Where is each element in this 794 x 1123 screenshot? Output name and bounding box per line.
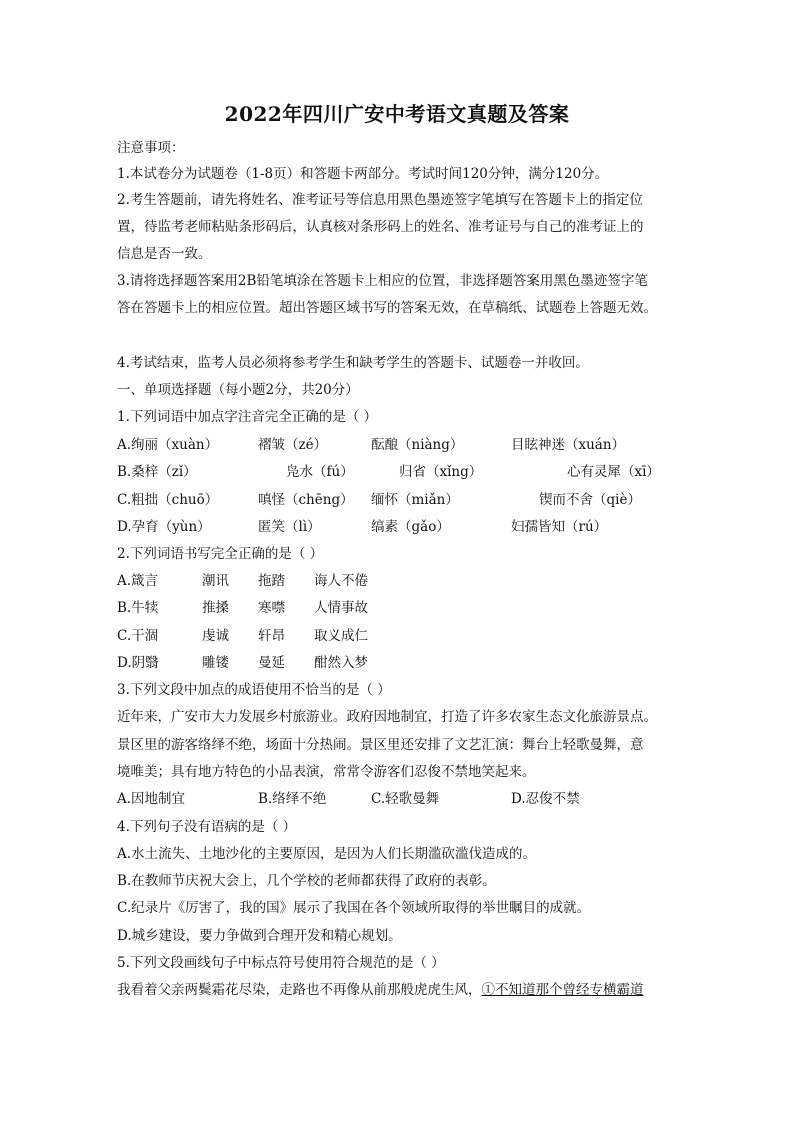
q2-d-2: 雕镂 xyxy=(202,655,229,671)
q4-option-c: C.纪录片《厉害了，我的国》展示了我国在各个领域所取得的举世瞩目的成就。 xyxy=(117,900,591,916)
q3-passage-1: 近年来，广安市大力发展乡村旅游业。政府因地制宜，打造了许多农家生态文化旅游景点。 xyxy=(117,709,657,725)
q2-d-1: D.阴翳 xyxy=(117,655,159,671)
q1-b-3: 归省（xǐng） xyxy=(399,464,483,480)
section-heading: 一、单项选择题（每小题2分，共20分） xyxy=(117,382,359,398)
q2-b-3: 寒噤 xyxy=(258,600,285,616)
q4-option-d: D.城乡建设，要力争做到合理开发和精心规划。 xyxy=(117,928,402,944)
q1-d-1: D.孕育（yùn） xyxy=(117,519,211,535)
notice-line-5: 3.请将选择题答案用2B铅笔填涂在答题卡上相应的位置，非选择题答案用黑色墨迹签字笔 xyxy=(117,273,648,289)
q3-option-b: B.络绎不绝 xyxy=(258,791,327,807)
q1-b-2: 凫水（fú） xyxy=(286,464,354,480)
q2-c-3: 轩昂 xyxy=(258,628,285,644)
question-1-stem: 1.下列词语中加点字注音完全正确的是（ ） xyxy=(117,409,378,425)
question-5-stem: 5.下列文段画线句子中标点符号使用符合规范的是（ ） xyxy=(117,955,445,971)
notice-heading: 注意事项： xyxy=(117,140,185,156)
q4-option-a: A.水土流失、土地沙化的主要原因，是因为人们长期滥砍滥伐造成的。 xyxy=(117,846,537,862)
question-2-stem: 2.下列词语书写完全正确的是（ ） xyxy=(117,546,324,562)
q2-c-2: 虔诚 xyxy=(202,628,229,644)
q1-a-3: 酝酿（niàng） xyxy=(371,437,464,453)
page-title: 2022年四川广安中考语文真题及答案 xyxy=(224,102,570,126)
q1-d-4: 妇孺皆知（rú） xyxy=(511,519,608,535)
q2-a-4: 诲人不倦 xyxy=(314,573,368,589)
notice-line-3: 置，待监考老师粘贴条形码后，认真核对条形码上的姓名、准考证号与自己的准考证上的 xyxy=(117,219,644,235)
q1-d-3: 缟素（gǎo） xyxy=(371,519,450,535)
q1-d-2: 匿笑（lì） xyxy=(258,519,321,535)
q1-a-2: 褶皱（zé） xyxy=(258,437,328,453)
q2-d-4: 酣然入梦 xyxy=(314,655,368,671)
notice-line-1: 1.本试卷分为试题卷（1-8页）和答题卡两部分。考试时间120分钟，满分120分。 xyxy=(117,166,609,182)
notice-line-2: 2.考生答题前，请先将姓名、准考证号等信息用黑色墨迹签字笔填写在答题卡上的指定位 xyxy=(117,192,643,208)
question-3-stem: 3.下列文段中加点的成语使用不恰当的是（ ） xyxy=(117,682,391,698)
q1-c-1: C.粗拙（chuō） xyxy=(117,492,219,508)
q3-option-a: A.因地制宜 xyxy=(117,791,186,807)
notice-line-7: 4.考试结束，监考人员必须将参考学生和缺考学生的答题卡、试题卷一并收回。 xyxy=(117,355,589,371)
q1-b-1: B.桑梓（zǐ） xyxy=(117,464,197,480)
q2-d-3: 曼延 xyxy=(258,655,285,671)
q5-underlined-sentence: ①不知道那个曾经专横霸道 xyxy=(481,982,644,998)
q1-c-3: 缅怀（miǎn） xyxy=(371,492,459,508)
q2-a-2: 潮讯 xyxy=(202,573,229,589)
notice-line-6: 答在答题卡上的相应位置。超出答题区域书写的答案无效，在草稿纸、试题卷上答题无效。 xyxy=(117,300,657,316)
q1-a-1: A.绚丽（xuàn） xyxy=(117,437,219,453)
question-4-stem: 4.下列句子没有语病的是（ ） xyxy=(117,819,297,835)
q2-c-1: C.干涸 xyxy=(117,628,159,644)
q2-a-1: A.箴言 xyxy=(117,573,159,589)
q1-a-4: 目眩神迷（xuán） xyxy=(511,437,626,453)
q3-option-c: C.轻歌曼舞 xyxy=(371,791,440,807)
q2-b-4: 人情事故 xyxy=(314,600,368,616)
q5-passage xyxy=(117,980,687,1000)
q3-passage-2: 景区里的游客络绎不绝，场面十分热闹。景区里还安排了文艺汇演：舞台上轻歌曼舞，意 xyxy=(117,737,644,753)
q1-c-4: 锲而不舍（qiè） xyxy=(539,492,641,508)
q4-option-b: B.在教师节庆祝大会上，几个学校的老师都获得了政府的表彰。 xyxy=(117,873,496,889)
q2-b-1: B.牛犊 xyxy=(117,600,159,616)
q2-c-4: 取义成仁 xyxy=(314,628,368,644)
q2-a-3: 拖踏 xyxy=(258,573,285,589)
q2-b-2: 推搡 xyxy=(202,600,229,616)
q1-c-2: 嗔怪（chēng） xyxy=(258,492,354,508)
q1-b-4: 心有灵犀（xī） xyxy=(567,464,660,480)
q3-passage-3: 境唯美；具有地方特色的小品表演，常常令游客们忍俊不禁地笑起来。 xyxy=(117,764,536,780)
q3-option-d: D.忍俊不禁 xyxy=(511,791,580,807)
q5-passage-plain: 我看着父亲两鬓霜花尽染，走路也不再像从前那般虎虎生风， xyxy=(117,982,482,998)
notice-line-4: 信息是否一致。 xyxy=(117,246,212,262)
